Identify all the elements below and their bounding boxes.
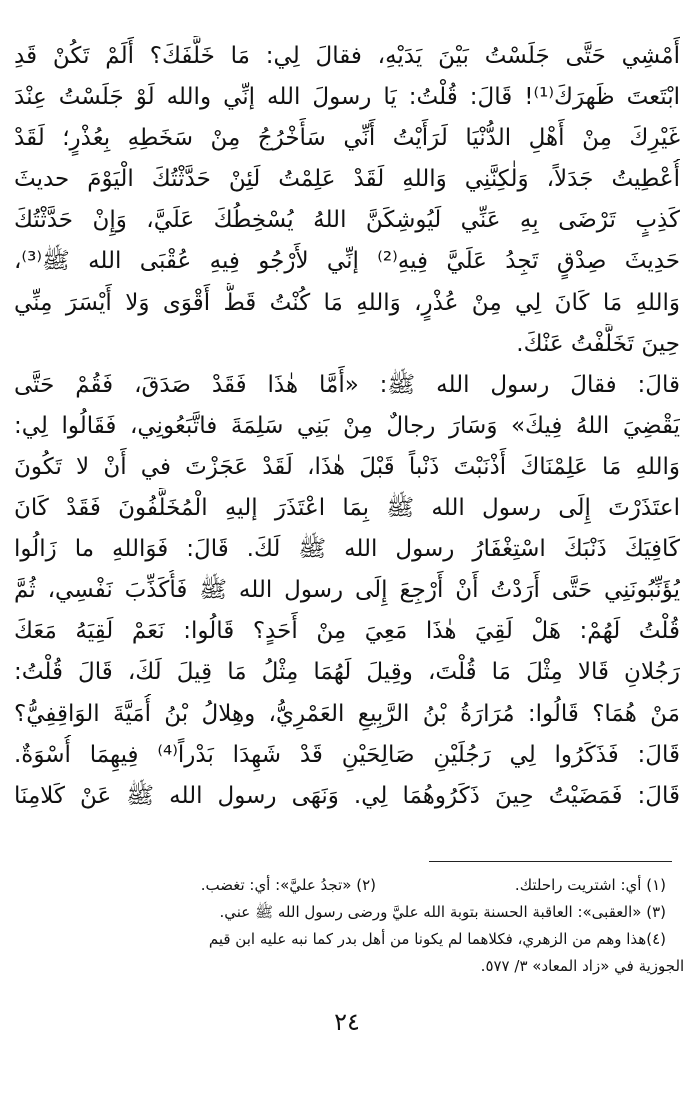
footnote-4: [26, 926, 685, 980]
text-line: وَاللهِ مَا كَانَ لِي مِنْ عُذْرٍ، وَاللهِ مَا كُنْتُ قَطُّ أَقْوَى وَلا أَيْسَرَ مِنِّي: [14, 289, 680, 316]
text-line: غَيْرِكَ مِنْ أَهْلِ الدُّنْيَا لَرَأَيْتُ أَنِّي سَأَخْرُجُ مِنْ سَخَطِهِ بِعُذْرٍ؛ لَقَدْ: [14, 125, 680, 152]
text-line: حِينَ تَخَلَّفْتُ عَنْكَ.: [516, 330, 680, 357]
footnote-4-line: [209, 926, 646, 953]
page-number: ٢٤: [334, 1008, 360, 1036]
text-line: أُعْطِيتُ جَدَلاً، وَلٰكِنَّنِي وَاللهِ لَقَدْ عَلِمْتُ لَئِنْ حَدَّثْتُكَ الْيَوْمَ حديثَ: [14, 166, 680, 193]
footnote-2: (٢) «تجدُ عليَّ»: أي: تغضب.: [200, 876, 376, 894]
footnote-divider: [429, 861, 672, 862]
footnote-1: (١) أي: اشتريت راحلتك.: [514, 876, 666, 894]
text-line: وَاللهِ مَا عَلِمْنَاكَ أَذْنَبْتَ ذَنْباً قَبْلَ هٰذَا، لَقَدْ عَجَزْتَ في أَنْ لا تَكُونَ: [14, 453, 680, 480]
text-line: ابْتَعتَ ظَهرَكَ⁽¹⁾! قَالَ: قُلْتُ: يَا رسولَ الله إنِّي والله لَوْ جَلَسْتُ عِنْدَ: [14, 84, 680, 111]
text-line: يُؤَنِّبُونَنِي حَتَّى أَرَدْتُ أَنْ أَرْجِعَ إِلَى رسول الله ﷺ فَأُكَذِّبَ نَفْسِي، ثُمَّ: [14, 577, 680, 604]
text-line: حَدِيثَ صِدْقٍ تَجِدُ عَلَيَّ فِيهِ⁽²⁾ إنِّي لأَرْجُو فِيهِ عُقْبَى الله ﷺ⁽³⁾،: [14, 248, 680, 275]
text-line: يَقْضِيَ اللهُ فِيكَ» وَسَارَ رجالٌ مِنْ بَنِي سَلِمَةَ فاتَّبَعُونِي، فَقَالُوا لِي:: [14, 412, 680, 439]
footnote-4-text-cont: الجوزية في «زاد المعاد» ٣/ ٥٧٧.: [480, 957, 685, 975]
text-line: قَالَ: فَمَضَيْتُ حِينَ ذَكَرُوهُمَا لِي. وَنَهَى رسول الله ﷺ عَنْ كَلامِنَا: [14, 782, 680, 809]
text-line: قالَ: فقالَ رسول الله ﷺ: «أَمَّا هٰذَا فَقَدْ صَدَقَ، فَقُمْ حَتَّى: [14, 371, 680, 398]
text-line: كَافِيَكَ ذَنْبَكَ اسْتِغْفَارُ رسول الله ﷺ لَكَ. قَالَ: فَوَاللهِ ما زَالُوا: [14, 536, 680, 563]
footnote-3: (٣) «العقبى»: العاقبة الحسنة بتوبة الله عليَّ ورضى رسول الله ﷺ عني.: [219, 903, 666, 921]
text-line: كَذِبٍ تَرْضَى بِهِ عَنِّي لَيُوشِكَنَّ اللهُ يُسْخِطُكَ عَلَيَّ، وَإِنْ حَدَّثْتُكَ: [14, 207, 680, 234]
footnote-4-text: هذا وهم من الزهري، فكلاهما لم يكونا من أهل بدر كما نبه عليه ابن قيم: [208, 930, 647, 948]
footnote-4-line: [209, 953, 684, 980]
footnote-row: [26, 899, 666, 926]
text-line: اعتَذَرْتَ إِلَى رسول الله ﷺ بِمَا اعْتَذَرَ إليهِ الْمُخَلَّفُونَ فَقَدْ كَانَ: [14, 495, 680, 522]
footnotes: [26, 872, 685, 980]
footnote-row: [26, 872, 666, 899]
text-line: رَجُلانِ قَالا مِثْلَ مَا قُلْتَ، وقِيلَ لَهُمَا مِثْلُ مَا قِيلَ لَكَ، قَالَ قُلْتُ:: [14, 659, 680, 686]
text-line: مَنْ هُمَا؟ قَالُوا: مُرَارَةُ بْنُ الرَّبِيعِ العَمْرِيُّ، وهِلالُ بْنُ أُمَيَّةَ الوَاقِفِيُّ؟: [14, 700, 680, 727]
text-line: قَالَ: فَذَكَرُوا لِي رَجُلَيْنِ صَالِحَيْنِ قَدْ شَهِدَا بَدْراً⁽⁴⁾ فِيهِمَا أُسْوَةٌ.: [14, 741, 680, 768]
text-line: أَمْشِي حَتَّى جَلَسْتُ بَيْنَ يَدَيْهِ، فقالَ لِي: مَا خَلَّفَكَ؟ أَلَمْ تَكُنْ قَدِ: [14, 43, 680, 69]
footnote-4-number: (٤): [646, 930, 666, 948]
text-line: قُلْتُ لَهُمْ: هَلْ لَقِيَ هٰذَا مَعِيَ مِنْ أَحَدٍ؟ قَالُوا: نَعَمْ لَقِيَهُ مَعَكَ: [14, 618, 680, 645]
main-text: [14, 36, 680, 817]
